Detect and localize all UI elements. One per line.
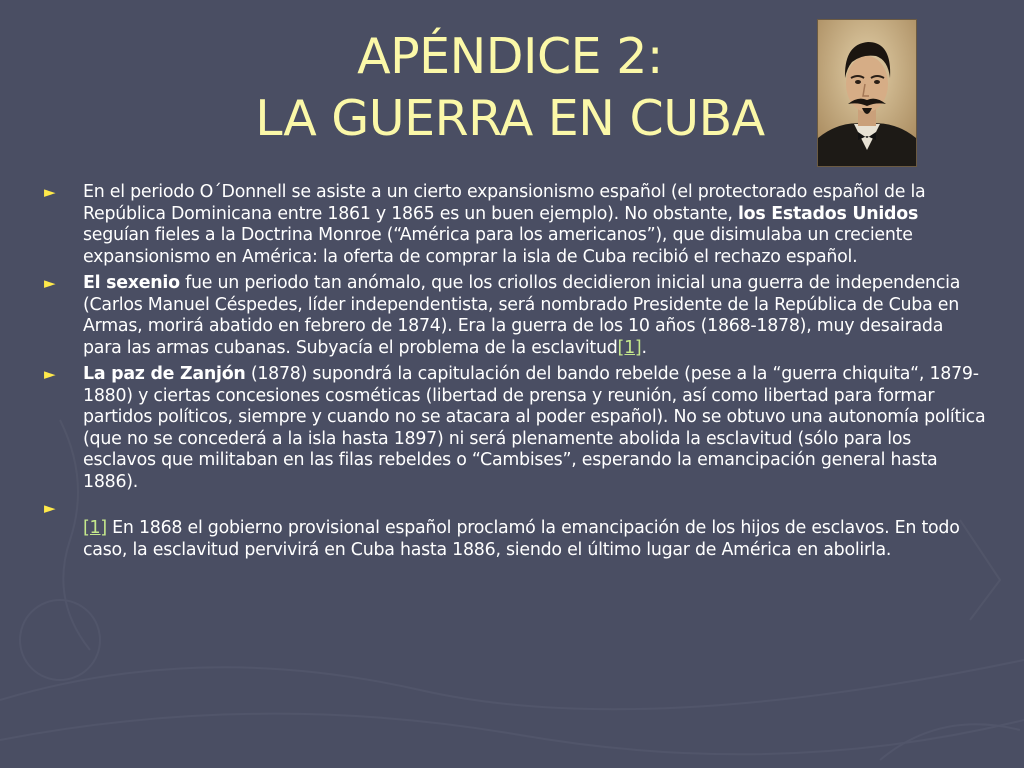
footnote-link[interactable]: [1] (83, 518, 107, 538)
footnote-text (83, 518, 986, 561)
portrait-drawing (818, 20, 916, 166)
text: En 1868 el gobierno provisional español proclamó la emancipación de los hijos de esclavos. En todo caso, la esclavitud pervivirá en Cuba hasta 1886, siendo el último lugar de América en abolirla. (83, 518, 960, 560)
title-line-2: LA GUERRA EN CUBA (255, 90, 765, 147)
text: fue un periodo tan anómalo, que los criollos decidieron inicial una guerra de independencia (Carlos Manuel Céspedes, líder independentista, será nombrado Presidente de la República de Cuba en Armas, morirá abatido en febrero de 1874). Era la guerra de los 10 años (1868-1878), muy desairada para las armas cubanas. Subyacía el problema de la esclavitud (83, 273, 961, 358)
triangle-right-icon: ► (44, 183, 56, 201)
triangle-right-icon: ► (44, 365, 56, 383)
bullet-item-3 (44, 364, 986, 493)
bullet-item-2 (44, 273, 986, 359)
triangle-right-icon: ► (44, 499, 56, 517)
footnote-link[interactable]: [1] (617, 337, 642, 358)
portrait-image (818, 20, 916, 166)
bold-text: El sexenio (83, 273, 180, 293)
slide-content (44, 182, 986, 566)
slide-title (160, 26, 860, 150)
triangle-right-icon: ► (44, 274, 56, 292)
text: En el periodo O´Donnell se asiste a un cierto expansionismo español (el protectorado español de la República Dominicana entre 1861 y 1865 es un buen ejemplo). No obstante, (83, 182, 926, 224)
text: (1878) supondrá la capitulación del bando rebelde (pese a la “guerra chiquita“, 1879-1880) y ciertas concesiones cosméticas (libertad de prensa y reunión, así como libertad para formar partidos políticos, siempre y cuando no se atacara al poder español). No se obtuvo una autonomía política (que no se concederá a la isla hasta 1897) ni será plenamente abolida la esclavitud (sólo para los esclavos que militaban en las filas rebeldes o “Cambises”, esperando la emancipación general hasta 1886). (83, 364, 986, 492)
title-line-1: APÉNDICE 2: (357, 28, 663, 85)
bullet-item-1 (44, 182, 986, 268)
text: . (641, 337, 647, 358)
bullet-item-4 (44, 498, 986, 561)
bold-text: los Estados Unidos (737, 203, 919, 224)
text: seguían fieles a la Doctrina Monroe (“América para los americanos”), que disimulaba un creciente expansionismo en América: la oferta de comprar la isla de Cuba recibió el rechazo español. (83, 225, 913, 267)
bold-text: La paz de Zanjón (83, 364, 246, 384)
